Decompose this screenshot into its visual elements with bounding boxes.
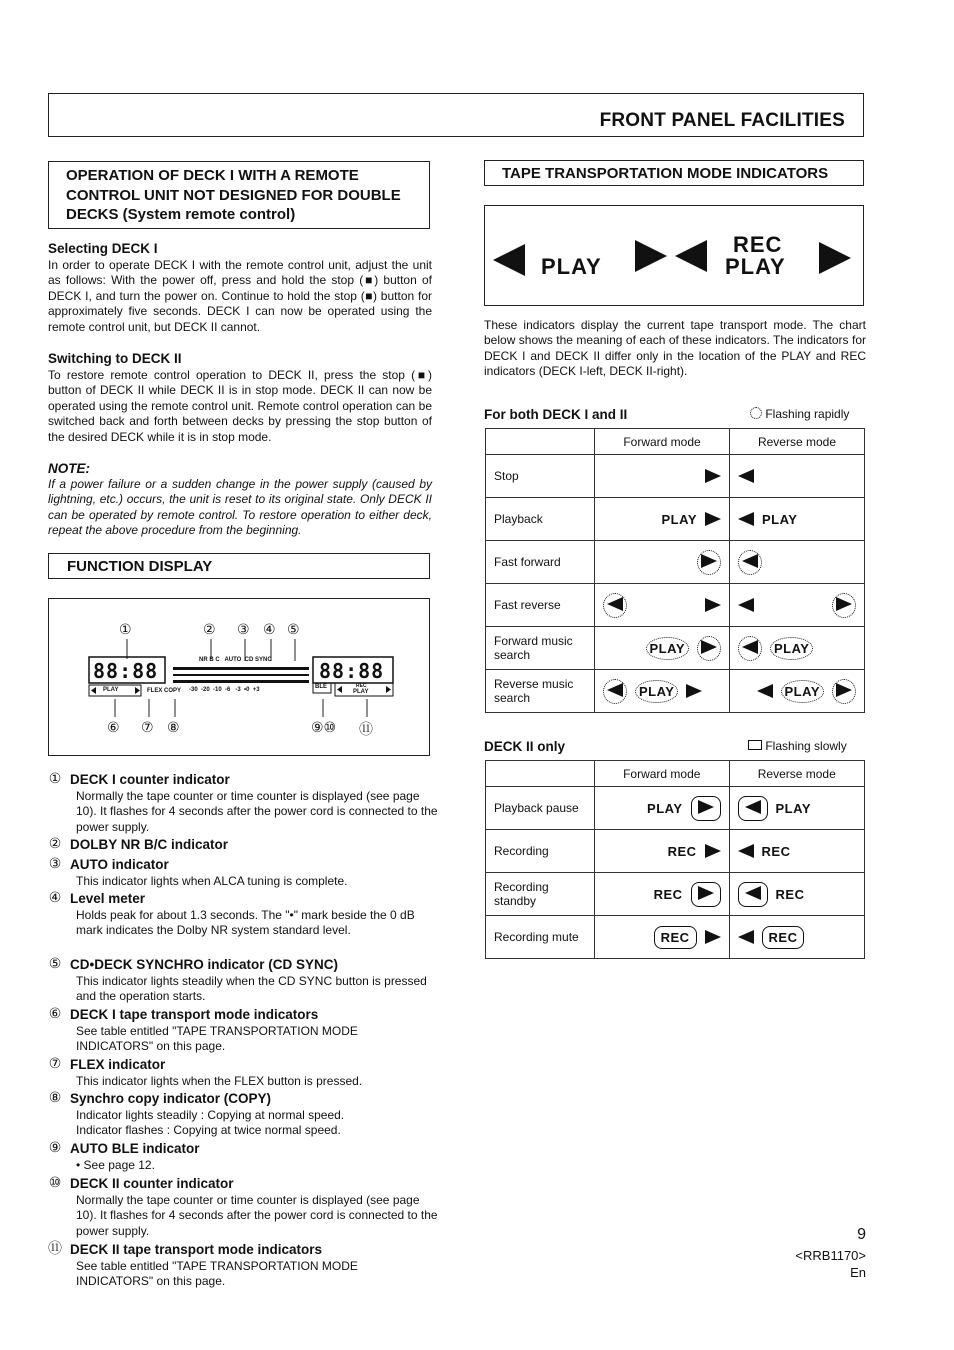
row-label: Recording standby — [486, 873, 595, 916]
indicator-item — [48, 856, 438, 889]
item-description: See table entitled "TAPE TRANSPORTATION MODE INDICATORS" on this page. — [76, 1259, 358, 1289]
indicator-item — [48, 1175, 438, 1239]
deck2-counter-digits: 88:88 — [319, 659, 385, 683]
indicator-item — [48, 771, 438, 835]
slow-flash-rec-label: REC — [654, 926, 697, 949]
forward-arrow-icon — [705, 930, 721, 944]
row-label: Recording — [486, 830, 595, 873]
item-number: ⑤ — [48, 955, 62, 971]
playback-reverse-cell — [730, 498, 865, 541]
reverse-arrow-icon — [738, 469, 754, 483]
deck2-play-label: PLAY — [725, 254, 786, 279]
flash-slow-icon — [748, 740, 762, 750]
flex-copy-label: FLEX COPY — [147, 688, 182, 694]
item-number: ⑦ — [48, 1055, 62, 1071]
ble-label: BLE — [315, 684, 327, 690]
deck2-rec-label: REC — [733, 232, 783, 257]
slow-flash-forward-arrow-icon — [691, 882, 721, 907]
flash-slow-label: Flashing slowly — [765, 739, 847, 753]
fms-reverse-cell — [730, 627, 865, 670]
slow-flash-rec-label: REC — [762, 926, 805, 949]
row-label: Forward music search — [486, 627, 595, 670]
indicator-item — [48, 836, 438, 854]
item-number: ⑩ — [48, 1174, 62, 1190]
item-title: Synchro copy indicator (COPY) — [70, 1091, 272, 1106]
forward-arrow-icon — [686, 684, 702, 698]
flashing-reverse-arrow-icon — [738, 636, 762, 661]
flashing-reverse-arrow-icon — [738, 550, 762, 575]
row-label: Reverse music search — [486, 670, 595, 713]
item-number: ⑧ — [48, 1089, 62, 1105]
switching-deck-ii-heading: Switching to DECK II — [48, 351, 182, 366]
callout-9-10: ⑨⑩ — [311, 719, 337, 735]
operation-section-title — [48, 161, 430, 229]
indicator-item-header — [48, 956, 438, 974]
row-label: Fast reverse — [486, 584, 595, 627]
play-label: PLAY — [762, 511, 798, 527]
deck2-forward-arrow-icon — [819, 242, 851, 274]
note-heading: NOTE: — [48, 461, 90, 476]
function-display-title — [48, 553, 430, 579]
fms-forward-cell — [595, 627, 730, 670]
flashing-reverse-arrow-icon — [603, 679, 627, 704]
rec-label: REC — [653, 886, 683, 902]
indicator-item-header — [48, 1056, 438, 1074]
callout-5: ⑤ — [287, 621, 300, 637]
item-description: Normally the tape counter or time counter is displayed (see page 10). It flashes for 4 seconds after the power cord is connected to the power supply. — [76, 789, 438, 834]
item-title: DECK I tape transport mode indicators — [70, 1007, 319, 1022]
display-top-labels: NR B C AUTO CD SYNC — [199, 657, 272, 663]
indicator-item — [48, 890, 438, 939]
flashing-play-label: PLAY — [781, 680, 824, 703]
reverse-arrow-icon — [738, 930, 754, 944]
indicator-item — [48, 1241, 438, 1290]
item-number: ② — [48, 835, 62, 851]
flash-slow-legend — [748, 739, 847, 753]
rms-reverse-cell — [730, 670, 865, 713]
item-description: See table entitled "TAPE TRANSPORTATION MODE INDICATORS" on this page. — [76, 1024, 358, 1054]
forward-arrow-icon — [705, 512, 721, 526]
flash-rapid-label: Flashing rapidly — [765, 407, 850, 421]
indicator-item-header — [48, 1140, 438, 1158]
standby-forward-cell — [595, 873, 730, 916]
item-title: DECK I counter indicator — [70, 772, 230, 787]
flashing-forward-arrow-icon — [697, 550, 721, 575]
callout-6: ⑥ — [107, 719, 120, 735]
corner-cell — [486, 761, 595, 787]
ff-forward-cell — [595, 541, 730, 584]
forward-arrow-icon — [705, 598, 721, 612]
both-decks-table — [485, 428, 865, 713]
deck2-only-heading: DECK II only — [484, 739, 566, 754]
page-title: FRONT PANEL FACILITIES — [599, 110, 845, 131]
item-description: This indicator lights steadily when the CD SYNC button is pressed and the operation starts. — [76, 974, 427, 1004]
selecting-deck-i-text: In order to operate DECK I with the remote control unit, adjust the unit as follows: With the power off, press and hold the stop (■) button of DECK I, and turn the power on. Continue to hold the stop (■) button for approximately five seconds. DECK I can now be operated using the remote control unit, but DECK II cannot. — [48, 258, 432, 334]
item-title: FLEX indicator — [70, 1057, 166, 1072]
mute-forward-cell — [595, 916, 730, 959]
indicator-item — [48, 1056, 438, 1089]
flashing-play-label: PLAY — [770, 637, 813, 660]
doc-code: <RRB1170> — [795, 1248, 866, 1263]
deck2-rec-label: REC — [356, 683, 367, 689]
indicator-item-header — [48, 836, 438, 854]
deck2-reverse-arrow-icon — [675, 240, 707, 272]
callout-2: ② — [203, 621, 216, 637]
callout-3: ③ — [237, 621, 250, 637]
item-description: This indicator lights when the FLEX button is pressed. — [76, 1074, 363, 1088]
indicator-item — [48, 1006, 438, 1055]
item-number: ⑪ — [48, 1240, 62, 1256]
flashing-forward-arrow-icon — [832, 679, 856, 704]
deck1-forward-arrow-icon — [635, 240, 667, 272]
callout-8: ⑧ — [167, 719, 180, 735]
flash-rapid-icon — [750, 407, 762, 419]
indicator-item — [48, 956, 438, 1005]
indicator-item-header — [48, 856, 438, 874]
indicator-item-header — [48, 1006, 438, 1024]
page-number: 9 — [857, 1226, 866, 1243]
play-label: PLAY — [661, 511, 697, 527]
tape-mode-intro: These indicators display the current tape transport mode. The chart below shows the meaning of each of these indicators. The indicators for DECK I and DECK II differ only in the location of the PLAY and REC indicators (DECK I-left, DECK II-right). — [484, 318, 866, 379]
stop-forward-cell — [595, 455, 730, 498]
ff-reverse-cell — [730, 541, 865, 584]
flash-rapid-legend — [750, 407, 849, 421]
item-title: DECK II counter indicator — [70, 1176, 234, 1191]
fr-forward-cell — [595, 584, 730, 627]
both-decks-heading: For both DECK I and II — [484, 407, 628, 422]
indicator-item-header — [48, 771, 438, 789]
header-box — [48, 93, 864, 137]
slow-flash-forward-arrow-icon — [691, 796, 721, 821]
rms-forward-cell — [595, 670, 730, 713]
deck1-play-label: PLAY — [103, 687, 119, 693]
rec-label: REC — [775, 886, 805, 902]
row-label: Fast forward — [486, 541, 595, 584]
rec-reverse-cell — [729, 830, 864, 873]
corner-cell — [486, 429, 595, 455]
stop-reverse-cell — [730, 455, 865, 498]
indicator-item-header — [48, 1241, 438, 1259]
mute-reverse-cell — [729, 916, 864, 959]
operation-title-text: OPERATION OF DECK I WITH A REMOTE CONTROL UNIT NOT DESIGNED FOR DOUBLE DECKS (System remote control) — [66, 167, 401, 223]
item-number: ① — [48, 770, 62, 786]
deck1-play-label: PLAY — [541, 254, 602, 279]
switching-deck-ii-text: To restore remote control operation to DECK II, press the stop (■) button of DECK II while DECK II is in stop mode. DECK II can now be operated using the remote control unit. Remote control operation can be switched back and forth between decks by pressing the stop button of the desired DECK while it is in stop mode. — [48, 368, 432, 444]
forward-arrow-icon — [705, 844, 721, 858]
deck1-counter-digits: 88:88 — [93, 659, 159, 683]
play-label: PLAY — [647, 800, 683, 816]
indicator-item-header — [48, 1175, 438, 1193]
forward-arrow-icon — [705, 469, 721, 483]
row-label: Playback — [486, 498, 595, 541]
indicator-item-header — [48, 890, 438, 908]
item-number: ⑥ — [48, 1005, 62, 1021]
item-number: ④ — [48, 889, 62, 905]
item-title: AUTO indicator — [70, 857, 169, 872]
function-display-diagram — [48, 598, 430, 756]
flashing-forward-arrow-icon — [697, 636, 721, 661]
tape-mode-title-text: TAPE TRANSPORTATION MODE INDICATORS — [502, 165, 829, 182]
reverse-arrow-icon — [738, 598, 754, 612]
fr-reverse-cell — [730, 584, 865, 627]
function-display-title-text: FUNCTION DISPLAY — [67, 558, 213, 575]
callout-11: ⑪ — [359, 721, 373, 737]
item-description: This indicator lights when ALCA tuning is complete. — [76, 874, 348, 888]
pause-reverse-cell — [729, 787, 864, 830]
col-reverse: Reverse mode — [729, 761, 864, 787]
standby-reverse-cell — [729, 873, 864, 916]
flashing-forward-arrow-icon — [832, 593, 856, 618]
selecting-deck-i-heading: Selecting DECK I — [48, 241, 158, 256]
slow-flash-reverse-arrow-icon — [738, 796, 768, 821]
row-label: Stop — [486, 455, 595, 498]
reverse-arrow-icon — [757, 684, 773, 698]
item-number: ③ — [48, 855, 62, 871]
play-label: PLAY — [775, 800, 811, 816]
item-title: AUTO BLE indicator — [70, 1141, 200, 1156]
item-description: Holds peak for about 1.3 seconds. The "•" mark beside the 0 dB mark indicates the Dolby NR system standard level. — [76, 908, 415, 938]
rec-forward-cell — [595, 830, 730, 873]
item-title: DECK II tape transport mode indicators — [70, 1242, 323, 1257]
item-description: Normally the tape counter or time counter is displayed (see page 10). It flashes for 4 seconds after the power cord is connected to the power supply. — [76, 1193, 438, 1238]
flashing-reverse-arrow-icon — [603, 593, 627, 618]
rec-label: REC — [761, 843, 791, 859]
row-label: Playback pause — [486, 787, 595, 830]
slow-flash-reverse-arrow-icon — [738, 882, 768, 907]
indicator-item-header — [48, 1090, 438, 1108]
level-scale: -30 -20 -10 -6 -3 •0 +3 — [189, 687, 260, 693]
tape-mode-graphic — [484, 205, 864, 306]
deck2-only-table — [485, 760, 865, 959]
flashing-play-label: PLAY — [646, 637, 689, 660]
deck1-reverse-arrow-icon — [493, 244, 525, 276]
tape-mode-section-title — [484, 160, 864, 186]
callout-1: ① — [119, 621, 132, 637]
row-label: Recording mute — [486, 916, 595, 959]
callout-4: ④ — [263, 621, 276, 637]
item-number: ⑨ — [48, 1139, 62, 1155]
item-description: Indicator lights steadily : Copying at normal speed. Indicator flashes : Copying at twice normal speed. — [76, 1108, 345, 1138]
col-forward: Forward mode — [595, 429, 730, 455]
deck2-play-label: PLAY — [353, 689, 369, 695]
item-title: CD•DECK SYNCHRO indicator (CD SYNC) — [70, 957, 338, 972]
col-reverse: Reverse mode — [730, 429, 865, 455]
item-title: DOLBY NR B/C indicator — [70, 837, 229, 852]
rec-label: REC — [667, 843, 697, 859]
indicator-item — [48, 1090, 438, 1139]
playback-forward-cell — [595, 498, 730, 541]
item-description: • See page 12. — [76, 1158, 155, 1172]
col-forward: Forward mode — [595, 761, 730, 787]
reverse-arrow-icon — [738, 844, 754, 858]
language-code: En — [850, 1265, 866, 1280]
reverse-arrow-icon — [738, 512, 754, 526]
flashing-play-label: PLAY — [635, 680, 678, 703]
indicator-item — [48, 1140, 438, 1173]
note-text: If a power failure or a sudden change in the power supply (caused by lightning, etc.) occurs, the unit is reset to its original state. Only DECK II can be operated by remote control. To restore operation to either deck, repeat the above procedure from the beginning. — [48, 477, 432, 538]
callout-7: ⑦ — [141, 719, 154, 735]
pause-forward-cell — [595, 787, 730, 830]
item-title: Level meter — [70, 891, 146, 906]
